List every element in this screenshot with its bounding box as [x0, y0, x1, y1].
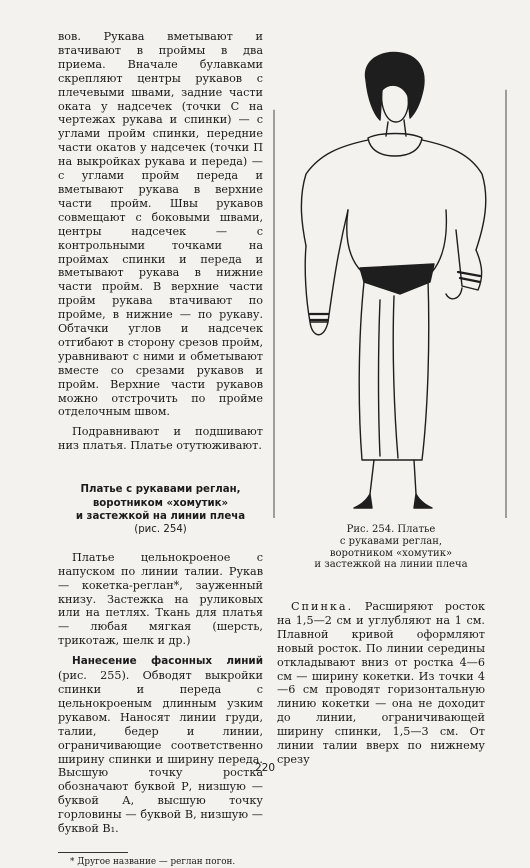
run-in-term: Спинка.: [291, 600, 354, 613]
heading-line: воротником «хомутик»: [92, 497, 229, 509]
footnote-rule: [58, 852, 128, 853]
body-paragraph: Подравнивают и подшивают низ платья. Платье отутюживают.: [58, 425, 263, 453]
dress-illustration: [270, 50, 510, 518]
paragraph-text: Расширяют росток на 1,5—2 см и углубляют на 1 см. Плавной кривой оформляют новый росток. По линии середины откладывают вниз от ростка 4—6 см — ширину кокетки. Из точки 4—6 см проводят горизонтальную линию кокетки — она не доходит до линии, ограничивающей ширину спинки, 1,5—3 см. От линии талии вверх по нижнему срезу: [277, 600, 486, 766]
left-cuff: [310, 314, 328, 320]
left-text-column: [58, 30, 263, 868]
caption-line: с рукавами реглан,: [339, 535, 443, 547]
heading-figure-ref: (рис. 254): [134, 524, 187, 536]
page-number: 220: [254, 762, 276, 774]
heading-line: Платье с рукавами реглан,: [80, 484, 241, 496]
collar: [368, 134, 422, 157]
run-in-term: Нанесение фасонных линий: [72, 655, 263, 668]
caption-line: и застежкой на линии плеча: [314, 559, 468, 571]
caption-line: Рис. 254. Платье: [346, 524, 436, 535]
body-paragraph: [277, 600, 485, 767]
right-hand: [446, 288, 462, 299]
belt: [360, 264, 434, 294]
shoes: [354, 494, 432, 508]
paragraph-text: (рис. 255). Обводят выкройки спинки и переда с цельнокроеным длинным узким рукавом. Наносят линии груди, талии, бедер и линии, ограничивающие соответственно ширину спинки и ширину переда. Высшую точку ростка обозначают буквой Р, низшую — буквой А, высшую точку горловины — буквой В, низшую — буквой В₁.: [58, 669, 263, 836]
legs: [370, 460, 416, 494]
figure-caption: [268, 524, 514, 571]
left-sleeve: [305, 210, 348, 322]
section-heading: [58, 483, 263, 537]
footnote: * Другое название — реглан погон.: [70, 856, 236, 867]
blouson: [347, 210, 447, 272]
right-text-column: [277, 600, 485, 767]
left-hand: [310, 322, 328, 335]
body-paragraph: [58, 654, 263, 836]
body-paragraph: вов. Рукава вметывают и втачивают в проймы в два приема. Вначале булавками скрепляют центры рукавов с плечевыми швами, задние части оката у надсечек (точки С на чертежах рукава и спинки) — с углами пройм спинки, передние части окатов у надсечек (точки П на выкройках рукава и переда) — с углами пройм переда и вметывают рукава в верхние части пройм. Швы рукавов совмещают с боковыми швами, центры надсечек — с контрольными точками на проймах спинки и переда и вметывают рукава в нижние части пройм. В верхние части пройм рукава втачивают по пройме, в нижние — по рукаву. Обтачки углов и надсечек отгибают в сторону срезов пройм, уравнивают с ними и обметывают вместе со срезами рукавов и пройм. Верхние части рукавов можно отстрочить по пройме отделочным швом.: [58, 30, 263, 419]
caption-line: воротником «хомутик»: [329, 547, 453, 559]
hair: [365, 52, 423, 120]
face: [382, 90, 409, 122]
heading-line: и застежкой на линии плеча: [75, 511, 246, 522]
body-paragraph: Платье цельнокроеное с напуском по линии талии. Рукав — кокетка-реглан*, зауженный книзу. Застежка на руликовых или на петлях. Ткань для платья — любая мягкая (шерсть, трикотаж, шелк и др.): [58, 550, 263, 648]
skirt-fold: [379, 296, 399, 458]
